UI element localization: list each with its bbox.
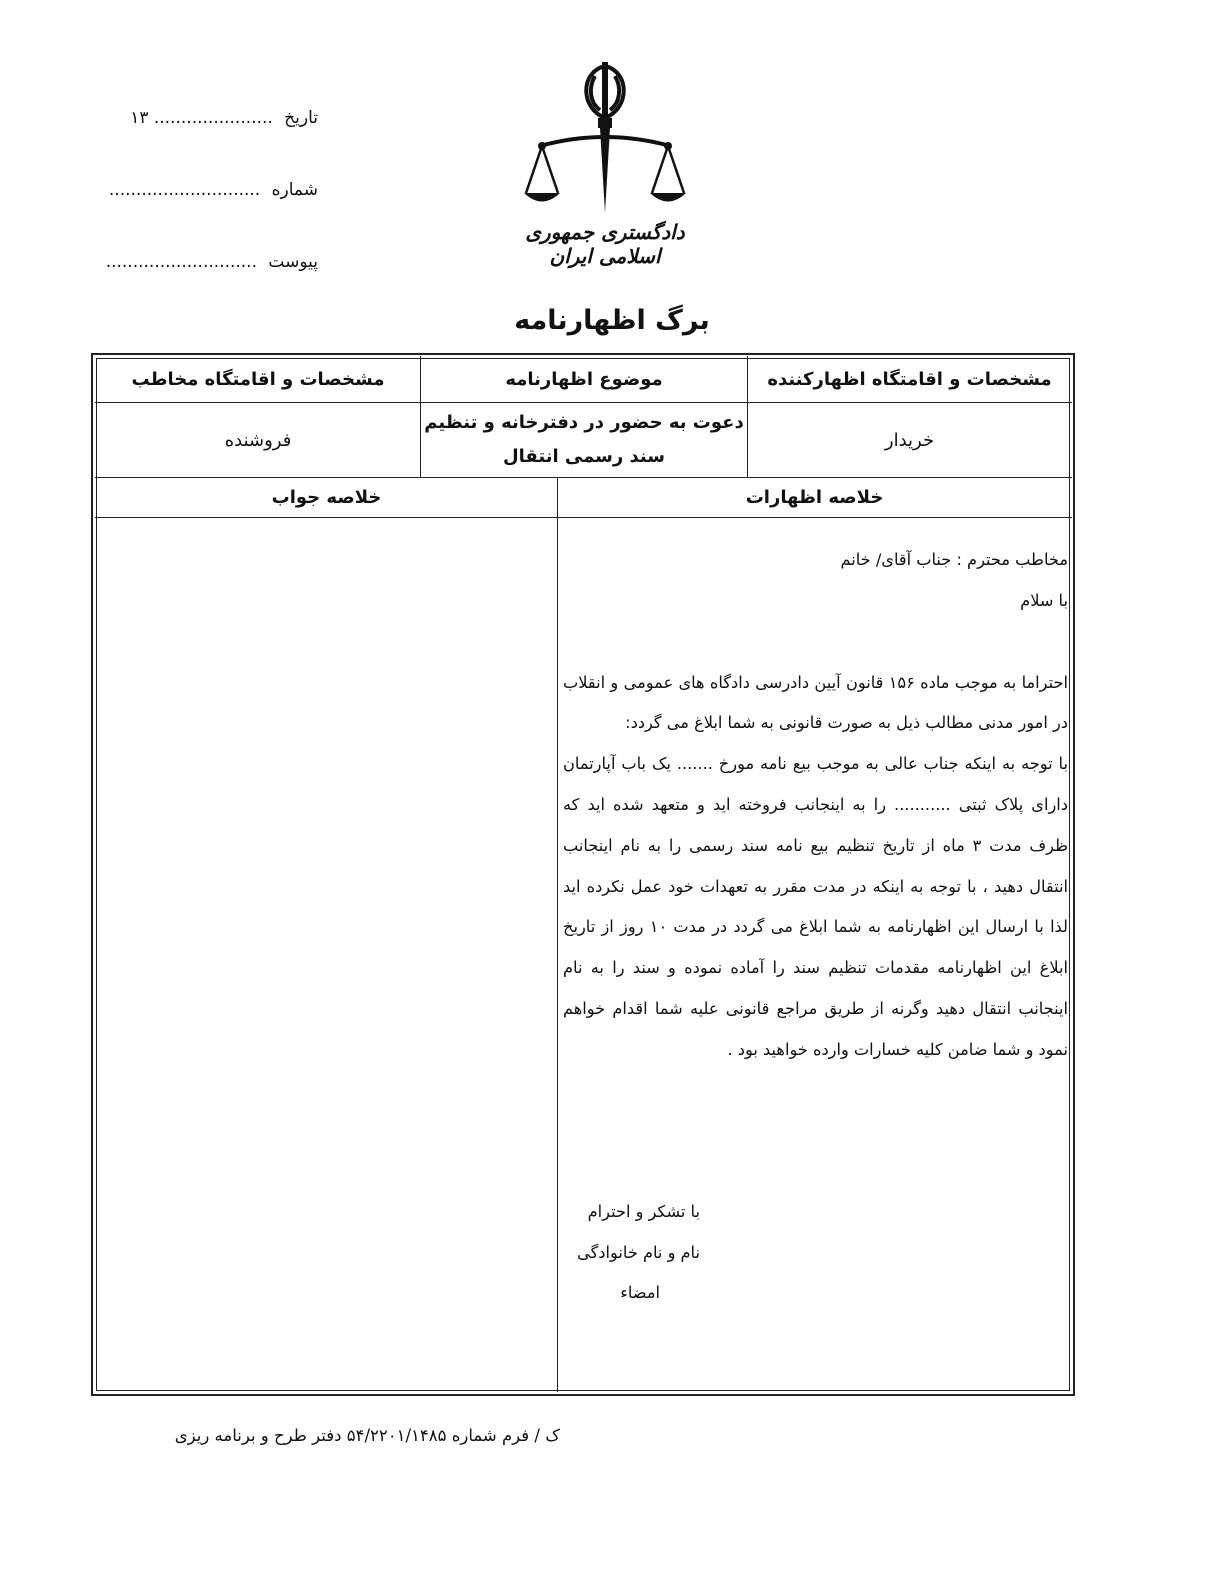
attachment-value: ............................ — [105, 252, 257, 272]
date-field — [118, 108, 318, 128]
date-label: تاریخ — [284, 108, 318, 128]
subject-line-2: سند رسمی انتقال — [503, 446, 665, 467]
number-value: ............................ — [108, 180, 261, 200]
form-number-footer: ک / فرم شماره ۵۴/۲۲۰۱/۱۴۸۵ دفتر طرح و برنامه ریزی — [174, 1426, 560, 1445]
statements-body — [563, 540, 1068, 1071]
divider — [557, 477, 558, 1392]
notice-paragraph: با توجه به اینکه جناب عالی به موجب بیع نامه مورخ ....... یک باب آپارتمان دارای پلاک ثبتی ........... را به اینجانب فروخته اید و متعهد شده اید که ظرف مدت ۳ ماه از تاریخ تنظیم بیع نامه سند رسمی را به نام اینجانب انتقال دهید ، با توجه به اینکه در مدت مقرر به تعهدات خود عمل نکرده اید لذا با ارسال این اظهارنامه به شما ابلاغ می گردد در مدت ۱۰ روز از تاریخ ابلاغ این اظهارنامه مقدمات تنظیم سند را آماده نموده و سند را به نام اینجانب انتقال دهید وگرنه از طریق مراجع قانونی علیه شما اقدام خواهم نمود و شما ضامن کلیه خسارات وارده خواهید بود . — [563, 754, 1068, 1059]
subject-value — [421, 403, 747, 477]
declarant-value: خریدار — [884, 429, 935, 451]
closing-text: با تشکر و احترام — [587, 1202, 700, 1221]
statements-header: خلاصه اظهارات — [745, 487, 884, 508]
divider — [95, 517, 1072, 518]
header-subject: موضوع اظهارنامه — [505, 368, 663, 390]
greeting: با سلام — [1020, 590, 1068, 610]
attachment-label: پیوست — [268, 252, 318, 272]
page-title: برگ اظهارنامه — [514, 305, 710, 336]
emblem-caption: دادگستری جمهوری اسلامی ایران — [525, 220, 685, 268]
signature-label: امضاء — [620, 1283, 660, 1302]
number-label: شماره — [271, 180, 318, 200]
addressee-value: فروشنده — [224, 429, 292, 451]
subject-line-1: دعوت به حضور در دفترخانه و تنظیم — [424, 412, 744, 433]
scales-of-justice-emblem-icon — [520, 58, 690, 223]
number-field — [108, 180, 318, 200]
attachment-field — [105, 252, 318, 272]
full-name-label: نام و نام خانوادگی — [577, 1242, 700, 1262]
signature-block — [560, 1192, 700, 1314]
header-addressee: مشخصات و اقامتگاه مخاطب — [131, 368, 385, 390]
header-declarant: مشخصات و اقامتگاه اظهارکننده — [767, 368, 1052, 390]
reply-header: خلاصه جواب — [271, 487, 382, 508]
date-value: ...................... ۱۳ — [130, 108, 273, 128]
judiciary-emblem — [500, 58, 710, 268]
salutation: مخاطب محترم : جناب آقای/ خانم — [840, 550, 1068, 569]
legal-reference-paragraph: احتراما به موجب ماده ۱۵۶ قانون آیین دادرسی دادگاه های عمومی و انقلاب در امور مدنی مطالب ذیل به صورت قانونی به شما ابلاغ می گردد: — [563, 672, 1068, 733]
